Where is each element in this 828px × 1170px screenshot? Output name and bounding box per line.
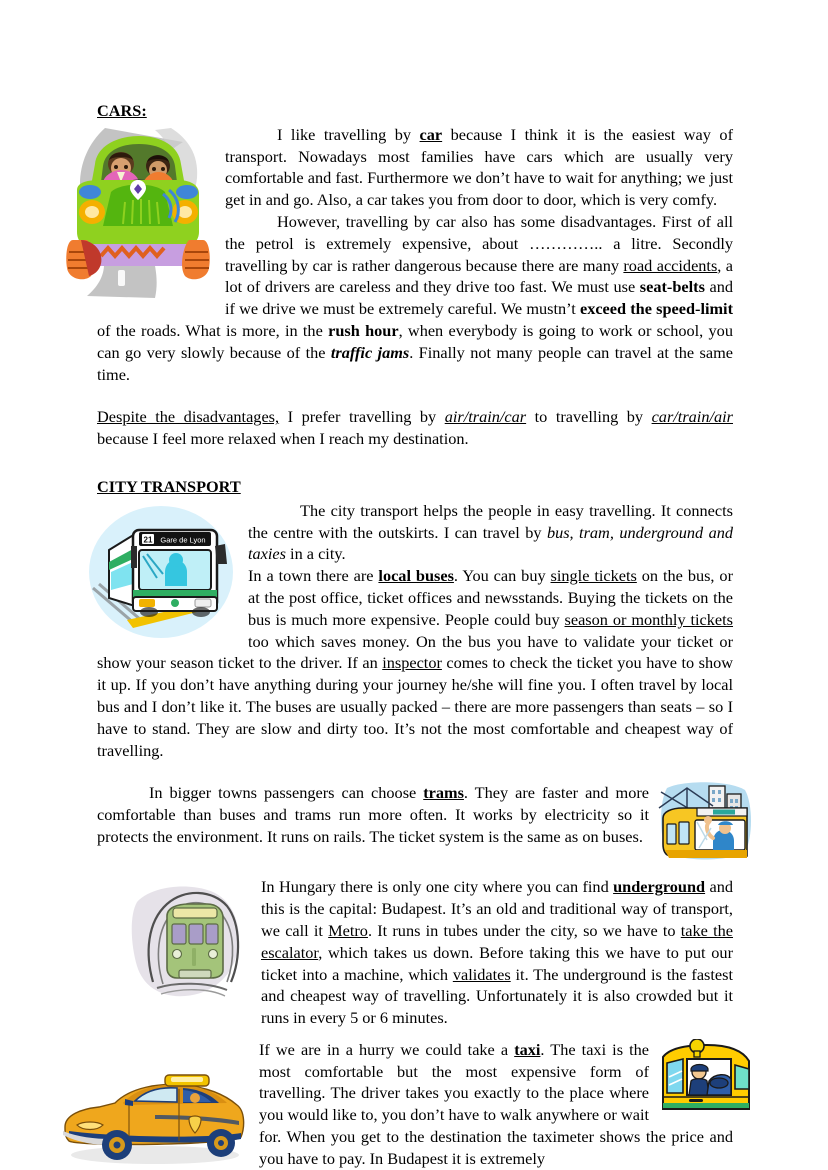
paragraph-spacer-5 [97, 1029, 733, 1039]
taxi-driver-clipart [657, 1039, 755, 1111]
city-p4-text-d: , which takes us down. Before taking this we have to put our ticket into a machine, which [261, 942, 733, 984]
yellow-taxi-car-clipart [55, 1057, 251, 1169]
city-paragraph-3-trams [97, 782, 733, 847]
city-p5-text-b: . The taxi is the most comfortable but the most expensive form of travelling. The driver takes you exactly to the place where you would like to, you don’t have to walk anywhere or wait for. When you get to the destination the taximeter shows the price and you have to pay. In Budapest it is extremely [259, 1039, 733, 1168]
paragraph-spacer-4 [97, 866, 733, 876]
keyword-exceed-speed-limit: exceed the speed-limit [579, 299, 733, 319]
city-p3-text-b: . They are faster and more comfortable than buses and trams run more often. It works by electricity so it protects the environment. It runs on rails. The ticket system is the same as on buses. [97, 783, 650, 846]
city-p2-text-c: on the bus, or at the post office, ticket offices and newsstands. Buying the tickets on the bus is much more expensive. People could buy [248, 566, 733, 629]
cars-p2-text-b: , a lot of drivers are careless and they drive too fast. We must use [225, 255, 733, 297]
paragraph-spacer-3 [97, 761, 733, 782]
page-title-city-transport: CITY TRANSPORT [97, 476, 241, 496]
keyword-taxi: taxi [514, 1039, 541, 1059]
city-p5-text-a: If we are in a hurry we could take a [259, 1039, 515, 1059]
city-p2-text-e: comes to check the ticket you have to show it up. If you don’t have anything during your journey he/she will fine you. I often travel by local bus and I don’t like it. The buses are usually packed – there are more passengers than seats – so I have to stand. They are slow and dirty too. It’s not the most comfortable and cheapest way of travelling. [97, 653, 733, 760]
cars-p2-text-c: and if we drive we must be extremely careful. We mustn’t [225, 277, 734, 319]
keyword-trams: trams [423, 783, 464, 803]
city-bus-clipart [87, 502, 242, 642]
city-p2-text-a: In a town there are [248, 566, 379, 586]
keyword-single-tickets: single tickets [550, 566, 637, 586]
city-p3-text-a: In bigger towns passengers can choose [149, 783, 424, 803]
keyword-inspector: inspector [382, 653, 442, 673]
cars-p2-text-d: of the roads. What is more, in the [97, 320, 329, 340]
city-p4-text-b: and this is the capital: Budapest. It’s an old and traditional way of transport, we call it [261, 877, 733, 940]
green-car-with-passengers-clipart [59, 120, 217, 305]
paragraph-spacer-1 [97, 385, 733, 406]
cars-p3-text-a: I prefer travelling by [279, 407, 445, 427]
paragraph-spacer-2 [97, 450, 733, 476]
keyword-local-buses: local buses [378, 566, 454, 586]
cars-paragraph-3 [97, 406, 733, 450]
keyword-rush-hour: rush hour [328, 320, 399, 340]
yellow-tram-clipart [657, 778, 755, 864]
city-p1-text-a: The city transport helps the people in easy travelling. It connects the centre with the outskirts. I can travel by [248, 500, 733, 542]
underground-metro-train-clipart [127, 878, 253, 1006]
keyword-season-monthly-tickets: season or monthly tickets [564, 609, 734, 629]
svg-text:21: 21 [143, 535, 153, 545]
keyword-transport-modes: bus, tram, underground and taxies [248, 522, 733, 564]
section-heading-row-city [97, 476, 733, 500]
keyword-underground: underground [613, 877, 706, 897]
city-p4-text-e: it. The underground is the fastest and cheapest way of travelling. Unfortunately it is also crowded but it runs in every 5 or 6 minutes. [261, 964, 733, 1028]
cars-p1-text-b: because I think it is the easiest way of transport. Nowadays most families have cars which are usually very comfortable and fast. Furthermore we don’t have to wait for anything; we just get in and go. Also, a car takes you from door to door, which is very comfy. [225, 124, 733, 210]
keyword-seat-belts: seat-belts [639, 277, 705, 297]
svg-text:Gare de Lyon: Gare de Lyon [160, 535, 206, 545]
keyword-despite-the-disadvantages: Despite the disadvantages, [97, 407, 280, 427]
cars-p1-text-a: I like travelling by [277, 124, 420, 144]
blank-air-train-car: air/train/car [444, 407, 527, 427]
city-p2-text-d: too which saves money. On the bus you have to validate your ticket or show your season ticket to the driver. If an [97, 631, 733, 673]
city-p1-text-b: in a city. [285, 544, 346, 564]
city-p2-text-b: . You can buy [453, 566, 551, 586]
cars-p3-text-b: to travelling by [526, 407, 652, 427]
cars-p2-text-e: , when everybody is going to work or school, you can go very slowly because of the [97, 320, 733, 362]
cars-p2-text-a: However, travelling by car also has some disadvantages. First of all the petrol is extremely expensive, about ………….. a litre. Secondly travelling by car is rather dangerous because there are many [225, 211, 733, 275]
keyword-traffic-jams: traffic jams [330, 342, 410, 362]
page-title-cars: CARS: [97, 101, 147, 120]
cars-p3-text-c: because I feel more relaxed when I reach my destination. [97, 429, 469, 449]
blank-car-train-air: car/train/air [651, 407, 733, 427]
keyword-metro: Metro [328, 920, 368, 940]
cars-p2-text-f: . Finally not many people can travel at the same time. [97, 342, 733, 384]
keyword-take-the-escalator: take the escalator [261, 920, 733, 962]
keyword-car: car [419, 124, 443, 144]
keyword-validates: validates [452, 964, 511, 984]
keyword-road-accidents: road accidents [623, 255, 718, 275]
city-p4-text-c: . It runs in tubes under the city, so we have to [367, 920, 681, 940]
city-p4-text-a: In Hungary there is only one city where you can find [261, 877, 614, 897]
document-body [97, 100, 733, 1170]
